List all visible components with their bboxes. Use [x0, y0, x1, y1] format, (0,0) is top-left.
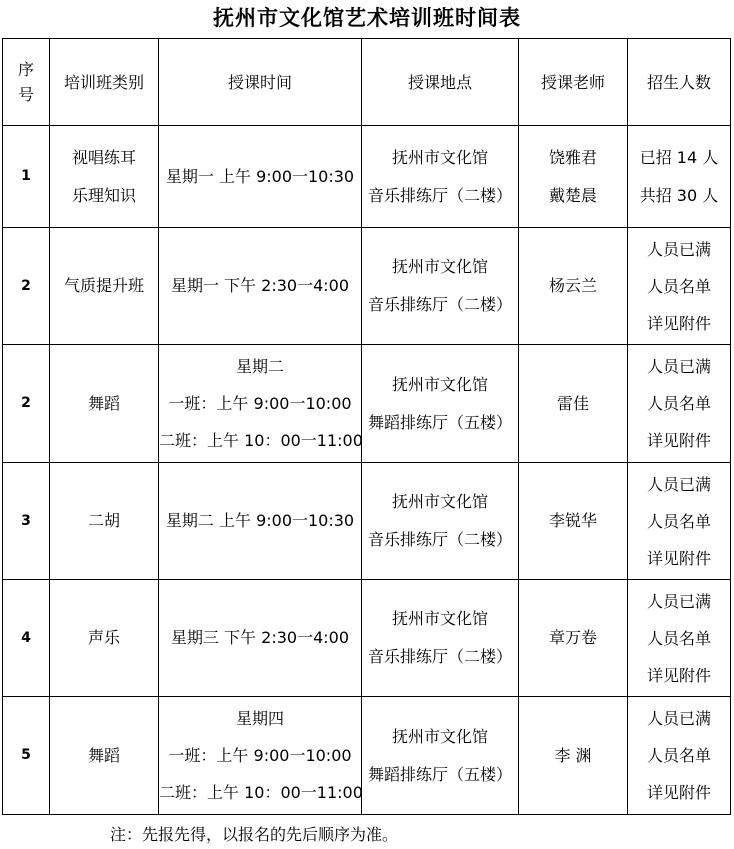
- cell-enroll: [628, 463, 731, 580]
- cell-teacher: [519, 126, 628, 228]
- enroll-line: 人员名单: [646, 276, 711, 296]
- cell-enroll: [628, 228, 731, 345]
- header-seq: [3, 39, 50, 126]
- place-line: 舞蹈排练厅（五楼）: [367, 764, 512, 784]
- time-line: 一班：上午 9:00一10:00: [168, 394, 352, 413]
- teacher-line: 杨云兰: [548, 276, 597, 295]
- cell-time: [159, 228, 362, 345]
- time-line: 星期二: [235, 357, 284, 376]
- cell-place: [362, 345, 519, 463]
- cell-category: [50, 345, 159, 463]
- page-title: 抚州市文化馆艺术培训班时间表: [213, 5, 521, 30]
- cell-place: [362, 580, 519, 697]
- header-enroll: 招生人数: [628, 39, 731, 126]
- table-row: [3, 345, 731, 463]
- table-row: [3, 463, 731, 580]
- enroll-line: 详见附件: [646, 783, 711, 802]
- time-line: 一班：上午 9:00一10:00: [168, 746, 352, 765]
- teacher-line: 戴楚晨: [548, 185, 597, 205]
- time-line: 二班：上午 10：00一11:00: [159, 783, 363, 802]
- place-line: 抚州市文化馆: [391, 609, 488, 628]
- place-line: 音乐排练厅（二楼）: [367, 647, 512, 666]
- time-line: 星期二 上午 9:00一10:30: [165, 511, 355, 530]
- time-line: 二班：上午 10：00一11:00: [159, 431, 363, 450]
- teacher-line: 李 渊: [554, 745, 592, 765]
- teacher-line: 李锐华: [548, 511, 597, 530]
- time-line: 星期一 上午 9:00一10:30: [165, 166, 355, 186]
- category-line: 视唱练耳: [71, 147, 136, 167]
- cell-seq: 3: [3, 463, 50, 580]
- cell-seq: 5: [3, 697, 50, 815]
- cell-time: [159, 697, 362, 815]
- cell-place: [362, 126, 519, 228]
- schedule-table: [2, 38, 731, 815]
- header-category: 培训班类别: [50, 39, 159, 126]
- table-row: [3, 697, 731, 815]
- teacher-line: 饶雅君: [548, 147, 597, 167]
- enroll-line: 详见附件: [646, 665, 711, 685]
- category-line: 气质提升班: [63, 276, 144, 295]
- cell-teacher: [519, 228, 628, 345]
- header-seq-line: 序: [17, 60, 34, 79]
- cell-seq: 4: [3, 580, 50, 697]
- category-line: 二胡: [87, 511, 120, 530]
- place-line: 抚州市文化馆: [391, 147, 488, 167]
- enroll-line: 详见附件: [646, 548, 711, 568]
- enroll-line: 详见附件: [646, 313, 711, 333]
- table-row: [3, 126, 731, 228]
- cell-teacher: [519, 345, 628, 463]
- time-line: 星期三 下午 2:30一4:00: [170, 628, 350, 647]
- table-row: [3, 580, 731, 697]
- cell-place: [362, 463, 519, 580]
- cell-time: [159, 126, 362, 228]
- table-row: [3, 228, 731, 345]
- cell-enroll: [628, 126, 731, 228]
- enroll-line: 人员名单: [646, 746, 711, 765]
- cell-category: [50, 463, 159, 580]
- time-line: 星期一 下午 2:30一4:00: [170, 276, 350, 295]
- cell-category: [50, 580, 159, 697]
- category-line: 乐理知识: [71, 185, 136, 205]
- header-seq-line: 号: [17, 85, 34, 104]
- cell-seq: 2: [3, 345, 50, 463]
- teacher-line: 雷佳: [556, 393, 589, 413]
- cell-seq: 1: [3, 126, 50, 228]
- place-line: 抚州市文化馆: [391, 726, 488, 746]
- cell-enroll: [628, 345, 731, 463]
- header-row: [3, 39, 731, 126]
- cell-place: [362, 228, 519, 345]
- cell-category: [50, 228, 159, 345]
- enroll-line: 人员名单: [646, 628, 711, 648]
- place-line: 抚州市文化馆: [391, 492, 488, 511]
- enroll-line: 已招 14 人: [639, 147, 719, 167]
- teacher-line: 章万卷: [548, 628, 597, 647]
- cell-time: [159, 463, 362, 580]
- cell-time: [159, 345, 362, 463]
- enroll-line: 人员名单: [646, 511, 711, 531]
- cell-time: [159, 580, 362, 697]
- category-line: 舞蹈: [87, 745, 120, 765]
- place-line: 舞蹈排练厅（五楼）: [367, 412, 512, 432]
- enroll-line: 详见附件: [646, 431, 711, 450]
- enroll-line: 共招 30 人: [639, 185, 719, 205]
- place-line: 音乐排练厅（二楼）: [367, 185, 512, 205]
- cell-enroll: [628, 580, 731, 697]
- enroll-line: 人员已满: [646, 474, 711, 494]
- header-teacher: 授课老师: [519, 39, 628, 126]
- category-line: 声乐: [87, 628, 120, 647]
- enroll-line: 人员已满: [646, 709, 711, 728]
- place-line: 抚州市文化馆: [391, 257, 488, 276]
- cell-place: [362, 697, 519, 815]
- enroll-line: 人员已满: [646, 591, 711, 611]
- cell-enroll: [628, 697, 731, 815]
- category-line: 舞蹈: [87, 393, 120, 413]
- footnote: 注：先报先得，以报名的先后顺序为准。: [110, 825, 399, 844]
- place-line: 抚州市文化馆: [391, 374, 488, 394]
- time-line: 星期四: [235, 709, 284, 728]
- header-place: 授课地点: [362, 39, 519, 126]
- enroll-line: 人员名单: [646, 394, 711, 413]
- place-line: 音乐排练厅（二楼）: [367, 530, 512, 549]
- table-body: [3, 126, 731, 815]
- enroll-line: 人员已满: [646, 357, 711, 376]
- cell-teacher: [519, 580, 628, 697]
- enroll-line: 人员已满: [646, 239, 711, 259]
- cell-teacher: [519, 697, 628, 815]
- cell-category: [50, 697, 159, 815]
- cell-category: [50, 126, 159, 228]
- header-time: 授课时间: [159, 39, 362, 126]
- place-line: 音乐排练厅（二楼）: [367, 295, 512, 314]
- cell-teacher: [519, 463, 628, 580]
- cell-seq: 2: [3, 228, 50, 345]
